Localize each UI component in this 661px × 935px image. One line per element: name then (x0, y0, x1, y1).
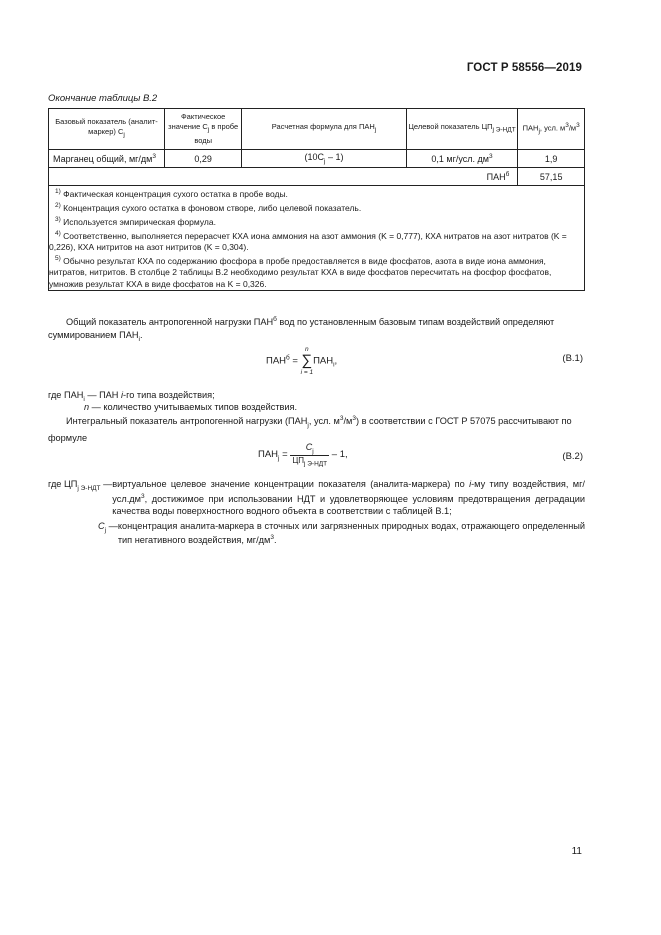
paragraph-integral-index: Интегральный показатель антропогенной нагрузки ($ПАН_j$, усл. $м^3/м^3$) в соответствии с ГОСТ Р 57075 рассчитывают по формуле (48, 415, 572, 444)
data-table (48, 108, 585, 291)
cell-target: 0,1 мг/усл. $дм^3$ (406, 150, 518, 168)
total-value: 57,15 (518, 168, 585, 186)
equation-number-b1: (В.1) (562, 353, 583, 364)
table-header-row (49, 109, 585, 150)
table-notes (49, 186, 585, 291)
header-actual-value: Фактическое значение $C_j$ в пробе воды (165, 109, 242, 150)
equation-b1: $ПАН^б$ = n ∑ i = 1 $ПАН_i$, (266, 346, 338, 376)
header-formula: Расчетная формула для $ПАН_j$ (242, 109, 406, 150)
note-4: $^{4)}$ Соответственно, выполняется перерасчет КХА иона аммония на азот аммония (K = 0,777), КХА нитратов на азот нитратов (K = 0,226), КХА нитритов на азот нитритов (K = 0,304). (49, 230, 567, 253)
cell-pan: 1,9 (518, 150, 585, 168)
table-total-row (49, 168, 585, 186)
definitions (48, 478, 585, 547)
definition-concentration: $C_j$ — концентрация аналита-маркера в сточных или загрязненных природных водах, отражающего определенный тип негативного воздействия, $мг/дм^3$. (98, 520, 585, 546)
standard-number: ГОСТ Р 58556—2019 (466, 62, 582, 74)
note-1: $^{1)}$ Фактическая концентрация сухого остатка в пробе воды. (55, 188, 288, 199)
paragraph-total-load: Общий показатель антропогенной нагрузки $ПАН^б$ вод по установленным базовым типам воздействий определяют суммированием $ПАН_i$. (48, 316, 555, 343)
equation-b2: $ПАН_j$ = $\frac{C_j}{ЦП_{j Э-НДТ}}$ – 1, (258, 442, 348, 468)
where-n: n — количество учитываемых типов воздействия. (84, 402, 298, 412)
cell-formula: $(10C_j - 1)$ (242, 150, 406, 168)
sum-symbol: n ∑ i = 1 (300, 346, 314, 376)
fraction: $\frac{C_j}{ЦП_{j Э-НДТ}}$ (292, 442, 328, 468)
table-row (49, 150, 585, 168)
header-pan: $ПАН_j$, усл. $м^3/м^3$ (518, 109, 585, 150)
table-caption: Окончание таблицы В.2 (48, 93, 158, 104)
note-3: $^{3)}$ Используется эмпирическая формула. (55, 216, 216, 227)
definition-target-value: где $ЦП_{j Э-НДТ}$ — виртуальное целевое значение концентрации показателя (аналита-маркера) по i-му типу воздействия, $мг/усл.дм^3$, достижимое при использовании НДТ и удовлетворяющее условиям предотвращения деградации качества воды поверхностного водного объекта в соответствии с таблицей В.1; (48, 479, 585, 517)
total-label: $ПАН^б$ (49, 168, 518, 186)
table-notes-row (49, 186, 585, 291)
header-target: Целевой показатель $ЦП_{j Э-НДТ}$ (406, 109, 518, 150)
note-5: $^{5)}$ Обычно результат КХА по содержанию фосфора в пробе предоставляется в виде фосфатов, азота в виде иона аммония, нитратов, нитритов. В столбце 2 таблицы В.2 необходимо результат КХА в виде фосфатов пересчитать на фосфор фосфатов, умножив результат КХА в виде фосфатов на K = 0,326. (49, 255, 552, 289)
page-number: 11 (571, 846, 582, 857)
cell-indicator: Марганец общий, $мг/дм^3$ (49, 150, 165, 168)
header-indicator: Базовый показатель (аналит-маркер) $C_j$ (49, 109, 165, 150)
cell-value: 0,29 (165, 150, 242, 168)
note-2: $^{2)}$ Концентрация сухого остатка в фоновом створе, либо целевой показатель. (55, 202, 362, 213)
where-pan-i: где $ПАН_i$ — ПАН i-го типа воздействия; (48, 390, 215, 403)
equation-number-b2: (В.2) (562, 451, 583, 462)
